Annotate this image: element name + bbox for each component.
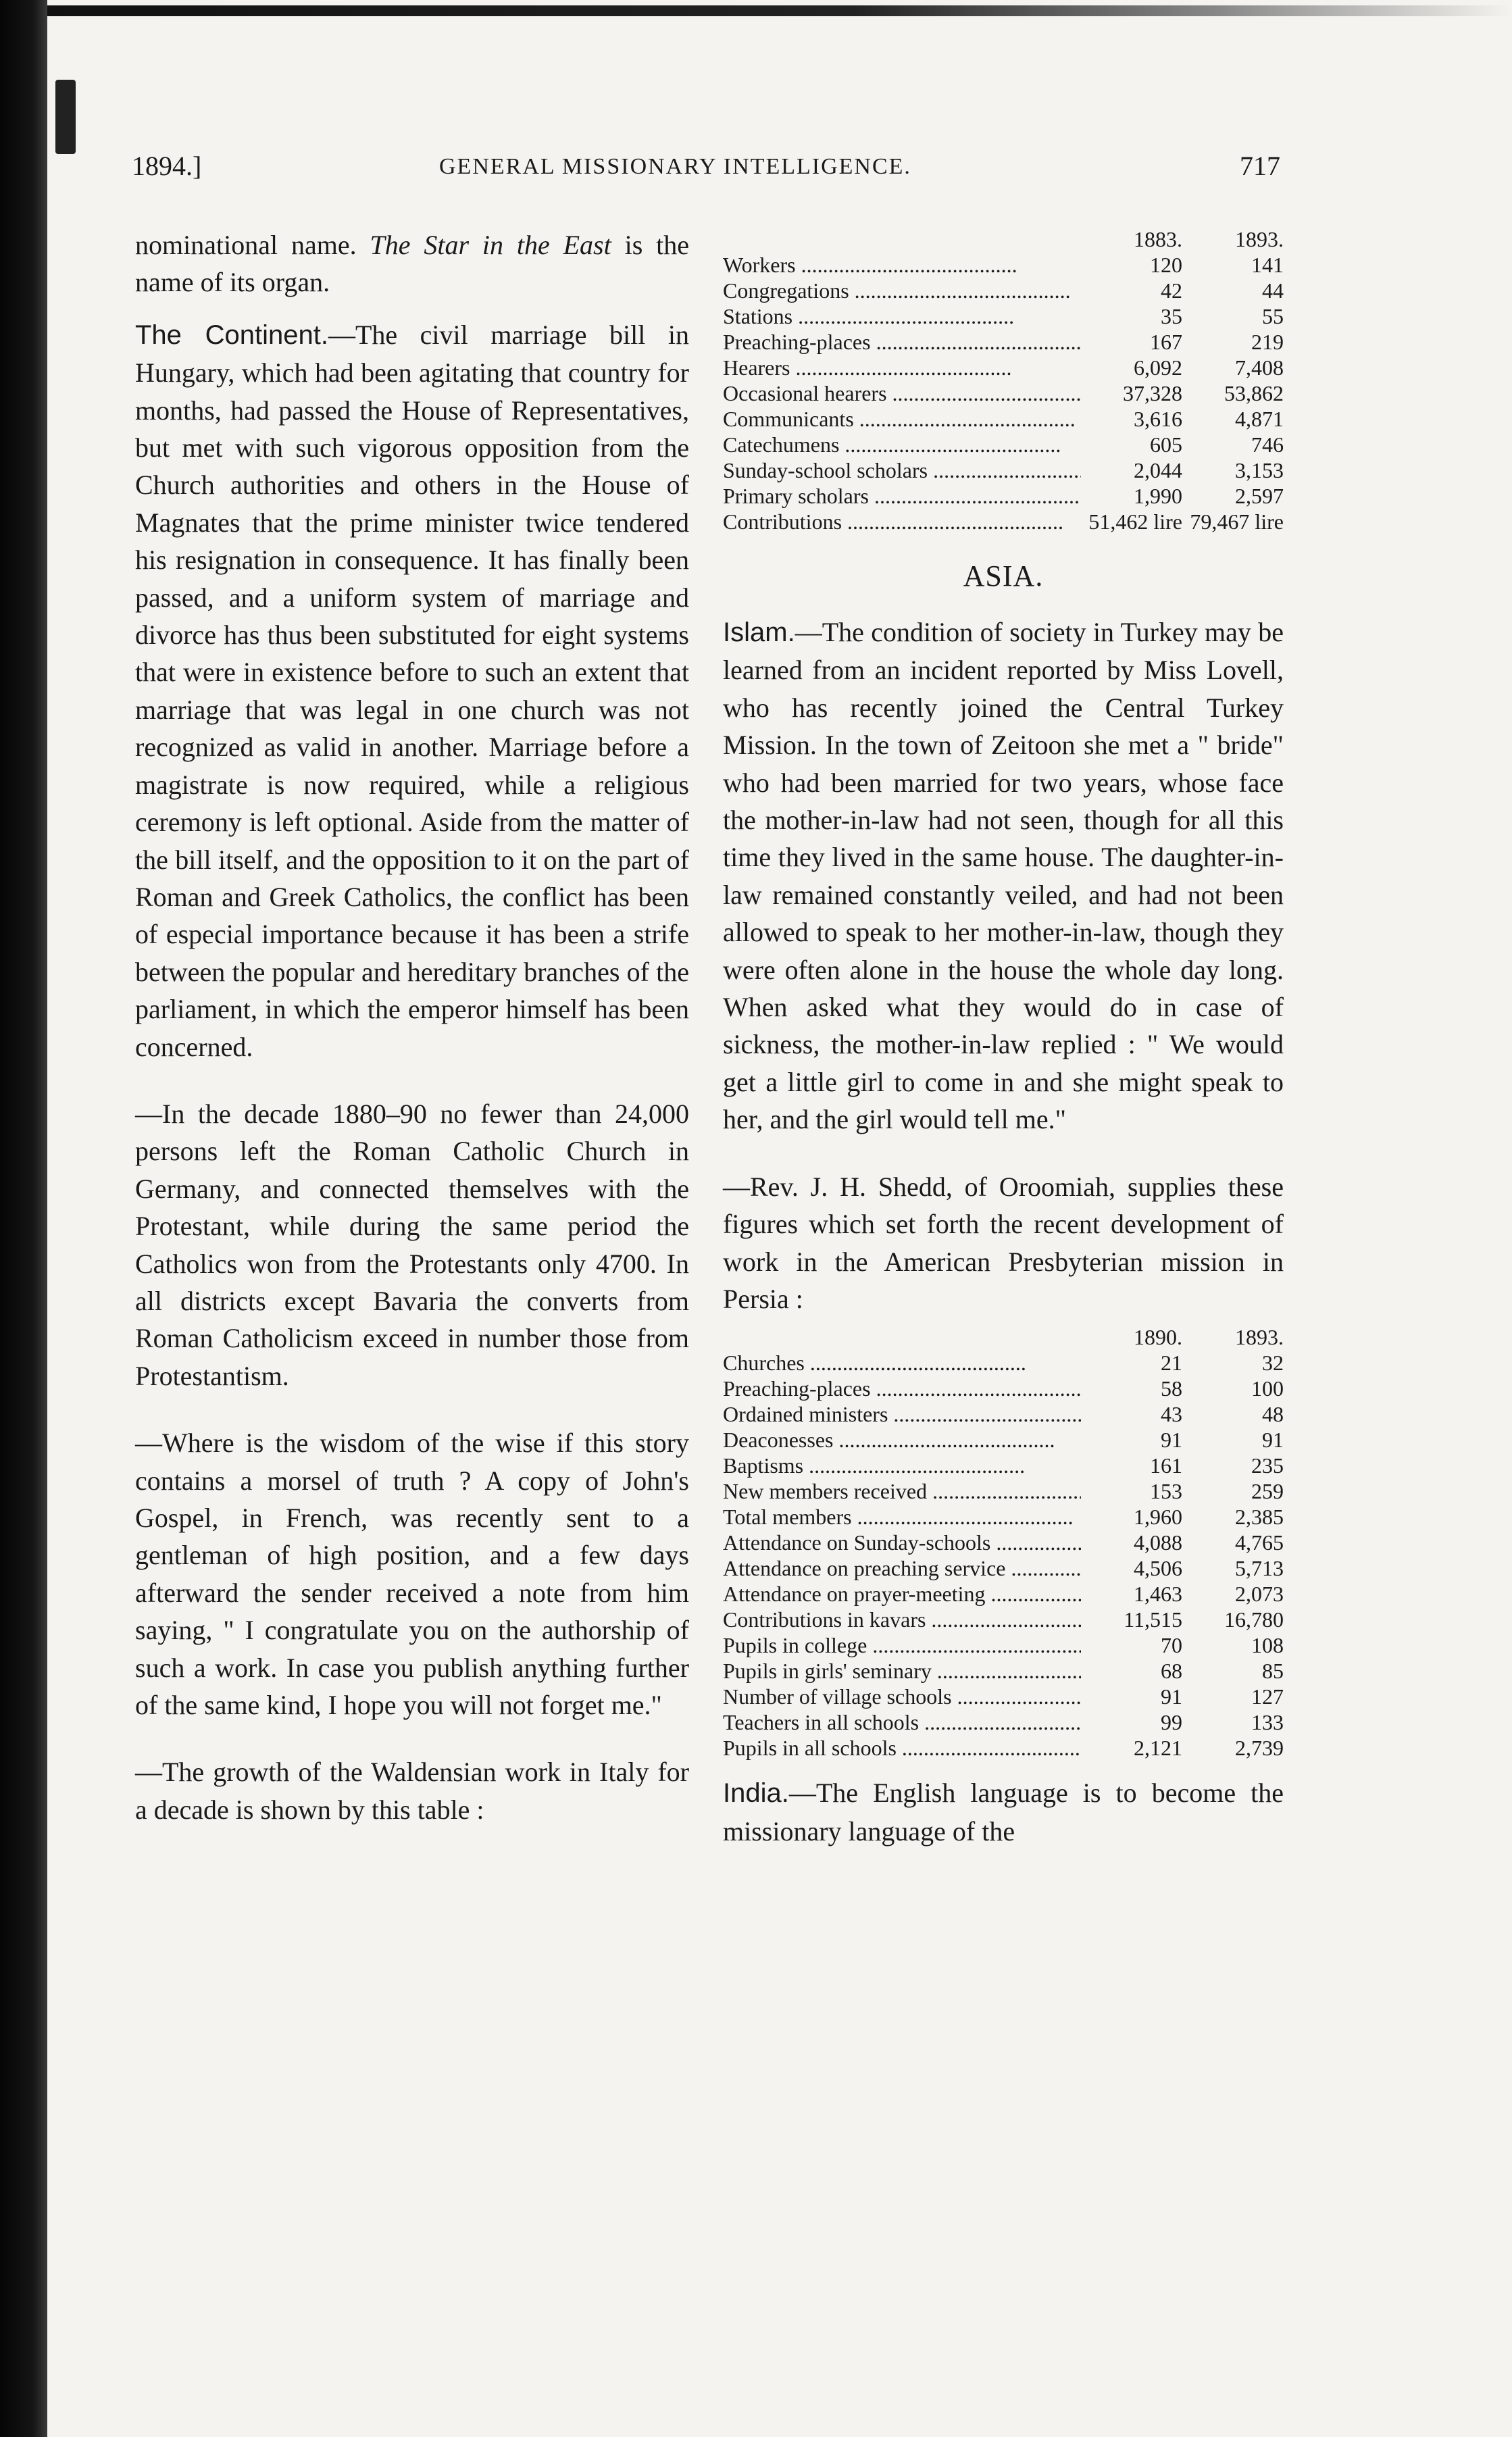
table-row xyxy=(723,1478,1284,1504)
row-value-first: 4,506 xyxy=(1134,1556,1182,1581)
leader-dots xyxy=(792,304,1014,328)
row-label-text: Pupils in all schools xyxy=(723,1736,897,1761)
leader-dots xyxy=(805,1351,1026,1375)
row-value-second: 53,862 xyxy=(1224,381,1284,405)
row-value-second: 55 xyxy=(1262,304,1284,328)
row-label-text: Total members xyxy=(723,1505,852,1530)
table-row xyxy=(723,278,1284,303)
row-label xyxy=(723,1709,1081,1735)
row-label-text: Congregations xyxy=(723,278,849,303)
row-label-text: Occasional hearers xyxy=(723,381,887,405)
table-row xyxy=(723,1658,1284,1684)
organ-name: The Star in the East xyxy=(370,230,611,260)
row-value-first: 99 xyxy=(1161,1710,1182,1735)
row-label xyxy=(723,1453,1081,1478)
row-label-text: Attendance on preaching service xyxy=(723,1556,1006,1581)
row-value-first: 167 xyxy=(1150,330,1182,354)
table-row xyxy=(723,406,1284,432)
book-spine-shadow xyxy=(0,0,47,2437)
leader-dots xyxy=(986,1582,1081,1606)
persia-statistics-table xyxy=(723,1324,1284,1761)
row-label xyxy=(723,432,1081,457)
row-value-first: 91 xyxy=(1161,1428,1182,1453)
leader-dots xyxy=(852,1505,1074,1529)
row-label xyxy=(723,278,1081,303)
islam-body: —The condition of society in Turkey may be learned from an incident reported by Miss Lovell, who has recently joined the Central Turkey Mission. In the town of Zeitoon she met a " bride" who had been married for two years, whose face the mother-in-law had not seen, though for all this time they lived in the same house. The daughter-in-law remained constantly veiled, and had not been allowed to speak to her mother-in-law, though they were often alone in the house the whole day long. When asked what they would do in case of sickness, the mother-in-law replied : " We would get a little girl to come in and she might speak to her, and the girl would tell me." xyxy=(723,617,1284,1135)
leader-dots xyxy=(869,484,1081,508)
table-row xyxy=(723,1555,1284,1581)
row-value-second: 108 xyxy=(1251,1633,1284,1658)
row-value-first: 1,990 xyxy=(1134,484,1182,508)
row-value-first: 153 xyxy=(1150,1479,1182,1504)
year-header: 1893. xyxy=(1235,1325,1284,1350)
waldensian-table-wrap xyxy=(723,226,1284,534)
paragraph-decade: —In the decade 1880–90 no fewer than 24,000 persons left the Roman Catholic Church in Germany, and connected themselves with the Protestant, while during the same period the Catholics won from the Protestants only 4700. In all districts except Bavaria the converts from Roman Catholicism exceed in number those from Protestantism. xyxy=(135,1098,689,1391)
leader-dots xyxy=(888,1402,1081,1426)
leader-dots xyxy=(932,1659,1081,1683)
row-value-first: 51,462 lire xyxy=(1088,509,1182,534)
paragraph-wisdom: —Where is the wisdom of the wise if this story contains a morsel of truth ? A copy of John's Gospel, in French, was recently sent to a gentleman of high position, and a few days afterward the sender received a note from him saying, " I congratulate you on the authorship of such a work. In case you publish anything further of the same kind, I hope you will not forget me." xyxy=(135,1428,689,1721)
table-row xyxy=(723,303,1284,329)
row-value-first: 1,960 xyxy=(1134,1505,1182,1530)
row-value-first: 70 xyxy=(1161,1633,1182,1658)
running-head-title: GENERAL MISSIONARY INTELLIGENCE. xyxy=(439,154,911,179)
table-row xyxy=(723,483,1284,509)
row-value-first: 11,515 xyxy=(1124,1607,1182,1632)
row-label xyxy=(723,1658,1081,1684)
paragraph-waldensian: —The growth of the Waldensian work in Italy for a decade is shown by this table : xyxy=(135,1757,689,1825)
paragraph-shedd: —Rev. J. H. Shedd, of Oroomiah, supplies these figures which set forth the recent development of work in the American Presbyterian mission in Persia : xyxy=(723,1171,1284,1314)
row-value-second: 5,713 xyxy=(1235,1556,1284,1581)
leader-dots xyxy=(790,355,1011,380)
row-value-first: 605 xyxy=(1150,432,1182,457)
table-row xyxy=(723,252,1284,278)
row-value-first: 6,092 xyxy=(1134,355,1182,380)
row-value-first: 42 xyxy=(1161,278,1182,303)
row-label xyxy=(723,252,1081,278)
year-header: 1890. xyxy=(1134,1325,1182,1350)
row-value-second: 91 xyxy=(1262,1428,1284,1453)
row-value-second: 32 xyxy=(1262,1351,1284,1376)
leader-dots xyxy=(842,509,1063,534)
row-value-first: 21 xyxy=(1161,1351,1182,1376)
table-row xyxy=(723,1709,1284,1735)
paragraph-organ xyxy=(135,226,689,301)
table-header-row xyxy=(723,226,1284,252)
row-value-second: 4,765 xyxy=(1235,1530,1284,1555)
row-label-text: Teachers in all schools xyxy=(723,1710,919,1735)
row-value-second: 235 xyxy=(1251,1453,1284,1478)
table-header-blank xyxy=(723,226,1081,252)
table-row xyxy=(723,380,1284,406)
paragraph-india xyxy=(723,1774,1284,1850)
row-label xyxy=(723,1350,1081,1376)
leader-dots xyxy=(867,1633,1081,1657)
row-label-text: Hearers xyxy=(723,355,790,380)
persia-table-wrap xyxy=(723,1324,1284,1761)
row-value-second: 48 xyxy=(1262,1402,1284,1427)
row-value-first: 37,328 xyxy=(1123,381,1182,405)
row-label xyxy=(723,1632,1081,1658)
row-value-second: 16,780 xyxy=(1224,1607,1284,1632)
row-label-text: Attendance on Sunday-schools xyxy=(723,1530,991,1555)
text-fragment: is the name of its organ. xyxy=(135,230,690,298)
row-value-second: 746 xyxy=(1251,432,1284,457)
row-label xyxy=(723,329,1081,355)
row-value-first: 58 xyxy=(1161,1376,1182,1401)
paragraph-continent xyxy=(135,316,689,1065)
running-head xyxy=(132,150,1280,197)
left-column xyxy=(135,226,689,1828)
row-label xyxy=(723,1581,1081,1607)
row-value-second: 100 xyxy=(1251,1376,1284,1401)
row-label xyxy=(723,380,1081,406)
leader-dots xyxy=(928,458,1081,482)
row-label xyxy=(723,1376,1081,1401)
row-label-text: Stations xyxy=(723,304,793,328)
row-label-text: Contributions xyxy=(723,509,842,534)
leader-dots xyxy=(927,1479,1081,1503)
row-label-text: Primary scholars xyxy=(723,484,869,508)
table-row xyxy=(723,1684,1284,1709)
row-value-second: 7,408 xyxy=(1235,355,1284,380)
row-value-first: 161 xyxy=(1150,1453,1182,1478)
table-row xyxy=(723,355,1284,380)
row-value-second: 44 xyxy=(1262,278,1284,303)
row-label-text: Number of village schools xyxy=(723,1684,952,1709)
row-label xyxy=(723,509,1081,534)
table-row xyxy=(723,1530,1284,1555)
leader-dots xyxy=(796,253,1017,277)
waldensian-statistics-table xyxy=(723,226,1284,534)
leader-dots xyxy=(849,278,1071,303)
row-value-first: 2,044 xyxy=(1134,458,1182,482)
row-label xyxy=(723,1504,1081,1530)
leader-dots xyxy=(926,1607,1081,1632)
row-label xyxy=(723,1684,1081,1709)
row-label xyxy=(723,1478,1081,1504)
india-body: —The English language is to become the missionary language of the xyxy=(723,1778,1284,1846)
row-label-text: Pupils in college xyxy=(723,1633,867,1658)
row-label xyxy=(723,1607,1081,1632)
row-value-first: 1,463 xyxy=(1134,1582,1182,1607)
row-label-text: Attendance on prayer-meeting xyxy=(723,1582,986,1607)
section-heading-islam: Islam. xyxy=(723,618,795,647)
row-label-text: Ordained ministers xyxy=(723,1402,888,1427)
leader-dots xyxy=(803,1453,1025,1478)
row-value-second: 259 xyxy=(1251,1479,1284,1504)
leader-dots xyxy=(839,432,1061,457)
row-label xyxy=(723,355,1081,380)
table-row xyxy=(723,509,1284,534)
table-row xyxy=(723,1735,1284,1761)
row-label xyxy=(723,1427,1081,1453)
row-value-second: 2,385 xyxy=(1235,1505,1284,1530)
row-label-text: Preaching-places xyxy=(723,1376,871,1401)
row-label-text: Contributions in kavars xyxy=(723,1607,926,1632)
leader-dots xyxy=(854,407,1076,431)
table-row xyxy=(723,432,1284,457)
row-label-text: New members received xyxy=(723,1479,928,1504)
row-label-text: Pupils in girls' seminary xyxy=(723,1659,932,1684)
table-row xyxy=(723,1453,1284,1478)
leader-dots xyxy=(952,1684,1081,1709)
row-value-first: 68 xyxy=(1161,1659,1182,1684)
section-heading-india: India. xyxy=(723,1778,789,1809)
leader-dots xyxy=(897,1736,1081,1760)
paragraph-islam xyxy=(723,613,1284,1138)
year-header: 1883. xyxy=(1134,227,1182,251)
binding-mark xyxy=(55,80,76,154)
text-fragment: nominational name. xyxy=(135,230,357,260)
table-header-blank xyxy=(723,1324,1081,1350)
leader-dots xyxy=(1005,1556,1081,1580)
row-label-text: Churches xyxy=(723,1351,805,1376)
table-row xyxy=(723,1376,1284,1401)
table-row xyxy=(723,329,1284,355)
row-value-second: 219 xyxy=(1251,330,1284,354)
row-value-second: 2,739 xyxy=(1235,1736,1284,1761)
row-label-text: Baptisms xyxy=(723,1453,804,1478)
row-value-first: 4,088 xyxy=(1134,1530,1182,1555)
row-label xyxy=(723,1530,1081,1555)
table-row xyxy=(723,1581,1284,1607)
row-value-first: 2,121 xyxy=(1134,1736,1182,1761)
leader-dots xyxy=(871,330,1081,354)
row-label xyxy=(723,483,1081,509)
table-row xyxy=(723,1607,1284,1632)
row-value-first: 43 xyxy=(1161,1402,1182,1427)
row-value-second: 3,153 xyxy=(1235,458,1284,482)
table-row xyxy=(723,1632,1284,1658)
row-label-text: Workers xyxy=(723,253,796,277)
year-header: 1893. xyxy=(1235,227,1284,251)
section-heading-continent: The Continent. xyxy=(135,320,328,350)
leader-dots xyxy=(871,1376,1081,1401)
table-row xyxy=(723,1427,1284,1453)
row-label xyxy=(723,303,1081,329)
running-head-year: 1894.] xyxy=(132,151,202,181)
row-label xyxy=(723,457,1081,483)
page-number: 717 xyxy=(1240,151,1280,181)
leader-dots xyxy=(833,1428,1055,1452)
row-value-first: 3,616 xyxy=(1134,407,1182,431)
table-header-row xyxy=(723,1324,1284,1350)
continent-body: —The civil marriage bill in Hungary, which had been agitating that country for months, had passed the House of Representatives, but met with such vigorous opposition from the Church authorities and others in the House of Magnates that the prime minister twice tendered his resignation in consequence. It has finally been passed, and a uniform system of marriage and divorce has thus been substituted for eight systems that were in existence before to such an extent that marriage that was legal in one church was not recognized as valid in another. Marriage before a magistrate is now required, while a religious ceremony is left optional. Aside from the matter of the bill itself, and the opposition to it on the part of Roman and Greek Catholics, the conflict has been of especial importance because it has been a strife between the popular and hereditary branches of the parliament, in which the emperor himself has been concerned. xyxy=(135,319,689,1062)
table-row xyxy=(723,457,1284,483)
row-label-text: Preaching-places xyxy=(723,330,871,354)
row-value-second: 4,871 xyxy=(1235,407,1284,431)
row-value-second: 2,073 xyxy=(1235,1582,1284,1607)
leader-dots xyxy=(919,1710,1081,1734)
table-row xyxy=(723,1401,1284,1427)
row-value-second: 133 xyxy=(1251,1710,1284,1735)
right-column xyxy=(723,226,1284,1850)
row-label xyxy=(723,1555,1081,1581)
section-heading-asia: ASIA. xyxy=(963,559,1044,593)
row-label-text: Sunday-school scholars xyxy=(723,458,928,482)
row-label-text: Communicants xyxy=(723,407,854,431)
row-label xyxy=(723,1401,1081,1427)
row-value-second: 141 xyxy=(1251,253,1284,277)
row-value-first: 35 xyxy=(1161,304,1182,328)
leader-dots xyxy=(887,381,1081,405)
row-label xyxy=(723,1735,1081,1761)
row-value-second: 127 xyxy=(1251,1684,1284,1709)
row-value-first: 120 xyxy=(1150,253,1182,277)
row-value-second: 79,467 lire xyxy=(1190,509,1284,534)
row-value-first: 91 xyxy=(1161,1684,1182,1709)
row-value-second: 85 xyxy=(1262,1659,1284,1684)
table-row xyxy=(723,1504,1284,1530)
table-row xyxy=(723,1350,1284,1376)
top-edge-rule xyxy=(47,5,1512,16)
row-label-text: Catechumens xyxy=(723,432,840,457)
leader-dots xyxy=(990,1530,1081,1555)
row-value-second: 2,597 xyxy=(1235,484,1284,508)
row-label-text: Deaconesses xyxy=(723,1428,834,1453)
row-label xyxy=(723,406,1081,432)
